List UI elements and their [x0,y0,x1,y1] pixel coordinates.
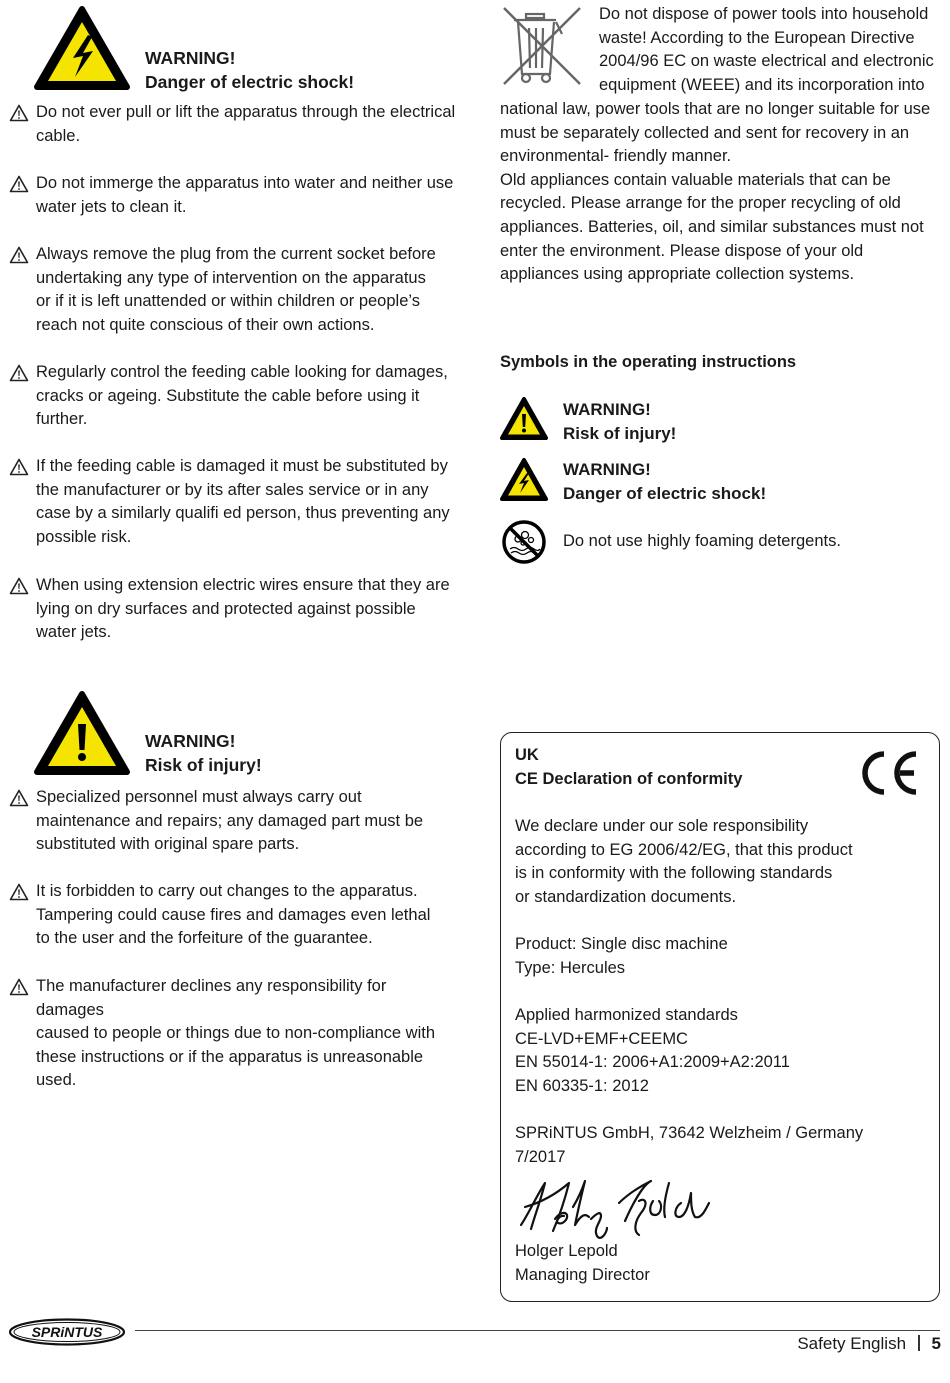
warning-item [36,455,456,549]
disposal-indented-text [599,3,944,97]
electric-shock-symbol-icon [499,457,549,503]
ce-country: UK [515,746,539,764]
text-line: The manufacturer declines any responsibility for damages [36,977,387,1019]
text-line: Do not immerge the apparatus into water and neither use [36,174,454,192]
injury-warning-icon [33,690,131,776]
ce-product-info [515,933,915,980]
text-line: enter the environment. Please dispose of your old [500,241,864,260]
ce-declaration-text [515,815,915,909]
symbols-heading: Symbols in the operating instructions [500,353,797,371]
text-line: these instructions or if the apparatus is unreasonable [36,1047,424,1066]
warning-triangle-icon [9,458,29,476]
text-line: to the user and the forfeiture of the guarantee. [36,929,373,948]
ce-standards [515,1004,915,1098]
text-line: caused to people or things due to non-compliance with [36,1024,436,1043]
logo-text: SPRiNTUS [31,1324,103,1340]
text-line: EN 55014-1: 2006+A1:2009+A2:2011 [515,1053,790,1072]
text-line: case by a similarly qualifi ed person, thus preventing any [36,504,450,523]
text-line: or if it is left unattended or within children or people’s [36,292,420,311]
text-line: WARNING! [563,460,651,479]
text-line: lying on dry surfaces and protected against possible [36,599,416,618]
ce-company [515,1122,915,1169]
injury-warning-title [145,729,262,777]
text-line: We declare under our sole responsibility [515,817,809,835]
shock-title-line: Danger of electric shock! [145,72,355,92]
text-line: water jets. [36,623,112,642]
text-line: EN 60335-1: 2012 [515,1076,649,1095]
electric-shock-warning-icon [33,5,131,91]
text-line: appliances using appropriate collection systems. [500,265,855,284]
text-line: used. [36,1071,77,1090]
text-line: 7/2017 [515,1147,566,1166]
text-line: is in conformity with the following standards [515,864,833,883]
warning-triangle-icon [9,175,29,193]
text-line: appliances. Batteries, oil, and similar substances must not [500,217,924,236]
shock-warning-title [145,46,354,94]
ce-signer [515,1240,915,1287]
warning-triangle-icon [9,883,29,901]
text-line: If the feeding cable is damaged it must be substituted by [36,457,448,475]
symbol-foam-text: Do not use highly foaming detergents. [563,532,841,550]
injury-symbol-icon [499,396,549,442]
text-line: Type: Hercules [515,958,626,977]
text-line: the manufacturer or by its after sales service or in any [36,480,429,499]
warning-item [36,574,456,645]
warning-triangle-icon [9,246,29,264]
ce-declaration-box [500,732,940,1302]
footer-divider [918,1335,920,1351]
text-line: It is forbidden to carry out changes to the apparatus. [36,882,418,900]
text-line: or standardization documents. [515,887,737,906]
footer-rule [135,1330,940,1331]
text-line: Do not ever pull or lift the apparatus through the electrical [36,103,456,121]
ce-title: CE Declaration of conformity [515,769,743,788]
text-line: Danger of electric shock! [563,484,767,503]
injury-title-line: Risk of injury! [145,755,262,775]
warning-item [36,880,456,951]
warning-item [36,243,456,337]
text-line: CE-LVD+EMF+CEEMC [515,1029,688,1048]
text-line: undertaking any type of intervention on the apparatus [36,268,426,287]
text-line: substituted with original spare parts. [36,835,300,854]
text-line: must be separately collected and sent for recovery in an [500,123,910,142]
text-line: 2004/96 EC on waste electrical and electronic [599,52,934,71]
warning-item [36,101,456,148]
text-line: Applied harmonized standards [515,1006,738,1024]
text-line: WARNING! [563,400,651,419]
text-line: Product: Single disc machine [515,935,728,953]
injury-title-line: WARNING! [145,731,236,751]
sprintus-logo [8,1318,126,1346]
text-line: Do not dispose of power tools into household [599,5,929,23]
text-line: recycled. Please arrange for the proper recycling of old [500,194,901,213]
warning-triangle-icon [9,364,29,382]
disposal-full-text [500,98,945,287]
handwritten-signature [515,1173,725,1243]
text-line: cable. [36,126,81,145]
shock-title-line: WARNING! [145,48,236,68]
text-line: Risk of injury! [563,424,677,443]
warning-triangle-icon [9,104,29,122]
text-line: further. [36,410,88,429]
text-line: reach not quite conscious of their own actions. [36,315,375,334]
text-line: waste! According to the European Directive [599,28,915,47]
crossed-bin-icon [500,4,586,88]
footer-section: Safety English [797,1334,907,1353]
text-line: environmental- friendly manner. [500,147,732,166]
text-line: cracks or ageing. Substitute the cable before using it [36,386,420,405]
text-line: water jets to clean it. [36,197,187,216]
ce-mark-icon [854,748,920,798]
warning-item [36,975,456,1093]
signer-name: Holger Lepold [515,1242,618,1260]
text-line: SPRiNTUS GmbH, 73642 Welzheim / Germany [515,1124,864,1142]
symbol-shock-text [563,458,766,506]
page-number: 5 [931,1334,941,1353]
text-line: national law, power tools that are no longer suitable for use [500,100,931,118]
symbol-injury-text [563,398,676,446]
text-line: maintenance and repairs; any damaged part must be [36,811,424,830]
warning-item [36,172,456,219]
text-line: equipment (WEEE) and its incorporation into [599,75,925,94]
signer-title: Managing Director [515,1265,650,1284]
text-line: Regularly control the feeding cable looking for damages, [36,363,448,381]
footer-page-label [797,1333,941,1355]
text-line: possible risk. [36,527,132,546]
text-line: Tampering could cause fires and damages even lethal [36,905,431,924]
warning-item [36,361,456,432]
warning-triangle-icon [9,577,29,595]
text-line: Always remove the plug from the current socket before [36,245,436,263]
text-line: When using extension electric wires ensure that they are [36,576,450,594]
warning-triangle-icon [9,978,29,996]
text-line: according to EG 2006/42/EG, that this product [515,840,853,859]
text-line: Old appliances contain valuable materials that can be [500,170,891,189]
no-foaming-detergent-icon [501,519,547,565]
warning-item [36,786,456,857]
text-line: Specialized personnel must always carry out [36,788,362,806]
warning-triangle-icon [9,789,29,807]
